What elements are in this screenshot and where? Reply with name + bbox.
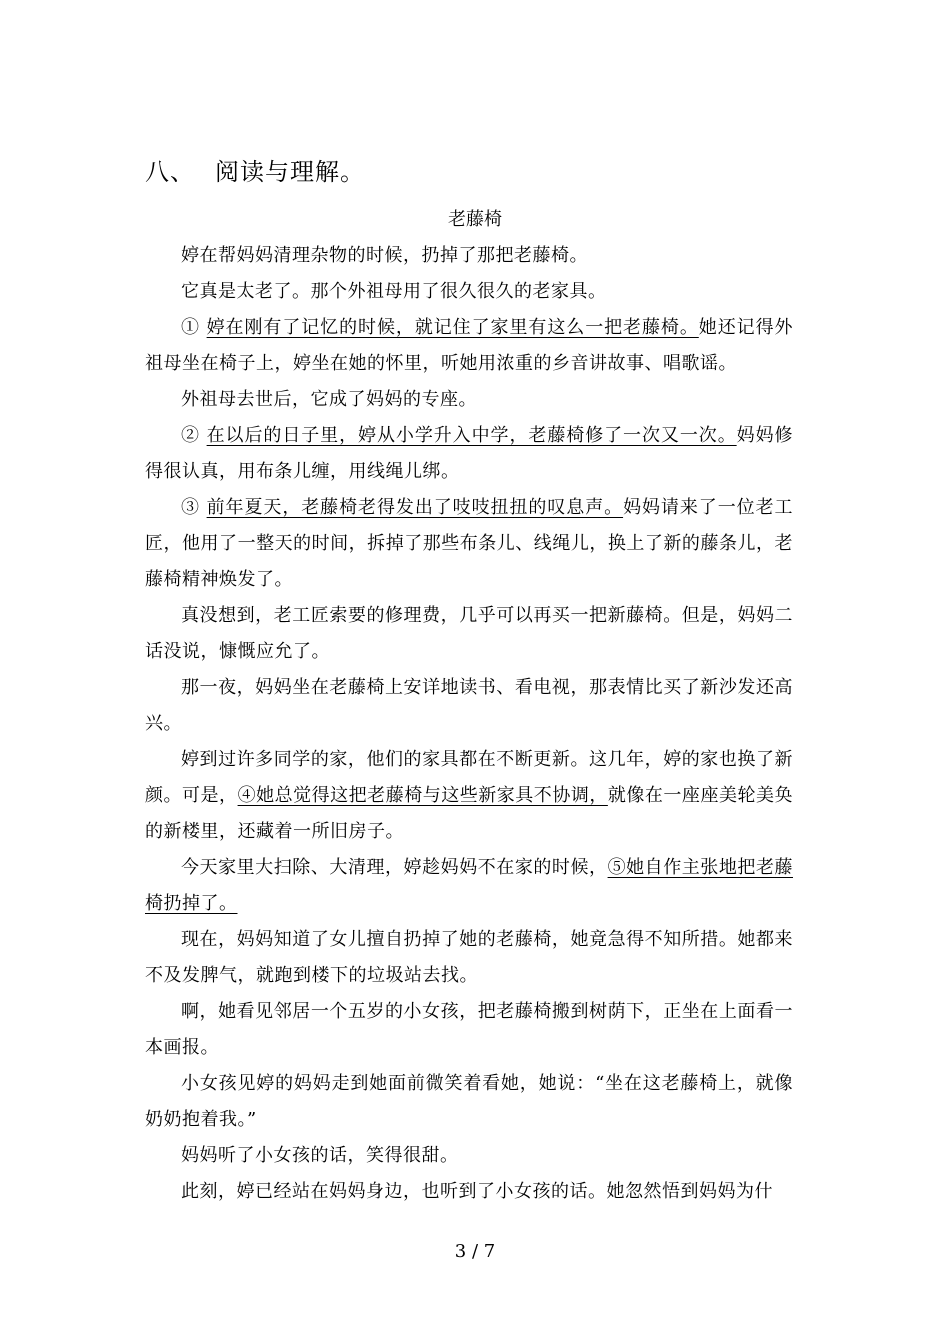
paragraph-text: 啊，她看见邻居一个五岁的小女孩，把老藤椅搬到树荫下，正坐在上面看一本画报。 — [145, 1001, 793, 1058]
story-paragraph — [145, 418, 793, 490]
paragraph-text: ③ — [181, 497, 207, 518]
underlined-sentence: ⑤她自作主张地把老藤椅扔掉了。 — [145, 857, 793, 914]
story-title: 老藤椅 — [448, 209, 502, 230]
section-heading — [145, 154, 365, 190]
story-paragraph — [145, 310, 793, 382]
paragraph-text: 现在，妈妈知道了女儿擅自扔掉了她的老藤椅，她竟急得不知所措。她都来不及发脾气，就跑到楼下的垃圾站去找。 — [145, 929, 793, 986]
underlined-sentence: 前年夏天，老藤椅老得发出了吱吱扭扭的叹息声。 — [206, 497, 624, 518]
story-paragraph — [145, 274, 793, 310]
paragraph-text: 真没想到，老工匠索要的修理费，几乎可以再买一把新藤椅。但是，妈妈二话没说，慷慨应允了。 — [145, 605, 793, 662]
story-paragraph — [145, 1138, 793, 1174]
paragraph-text: 那一夜，妈妈坐在老藤椅上安详地读书、看电视，那表情比买了新沙发还高兴。 — [145, 677, 793, 734]
story-paragraph — [145, 850, 793, 922]
story-paragraph — [145, 1174, 793, 1210]
paragraph-text: 今天家里大扫除、大清理，婷趁妈妈不在家的时候， — [181, 857, 608, 878]
paragraph-text: 妈妈听了小女孩的话，笑得很甜。 — [181, 1145, 459, 1166]
page-number: 3 / 7 — [454, 1241, 496, 1262]
underlined-sentence: 在以后的日子里，婷从小学升入中学，老藤椅修了一次又一次。 — [206, 425, 737, 446]
paragraph-text: 它真是太老了。那个外祖母用了很久很久的老家具。 — [181, 281, 607, 302]
story-paragraph — [145, 238, 793, 274]
story-paragraph — [145, 670, 793, 742]
story-paragraph — [145, 1066, 793, 1138]
story-paragraph — [145, 994, 793, 1066]
story-paragraph — [145, 598, 793, 670]
paragraph-text: 婷在帮妈妈清理杂物的时候，扔掉了那把老藤椅。 — [181, 245, 588, 266]
story-paragraph — [145, 922, 793, 994]
paragraph-text: 小女孩见婷的妈妈走到她面前微笑着看她，她说：“坐在这老藤椅上，就像奶奶抱着我。” — [145, 1073, 793, 1130]
story-paragraph — [145, 490, 793, 598]
story-paragraph — [145, 742, 793, 850]
section-number: 八、 — [145, 158, 195, 186]
underlined-sentence: ④她总觉得这把老藤椅与这些新家具不协调， — [237, 785, 608, 806]
paragraph-text: 就像在一座座美轮美奂的新楼里，还藏着一所旧房子。 — [145, 785, 794, 842]
paragraph-text: 外祖母去世后，它成了妈妈的专座。 — [181, 389, 477, 410]
paragraph-text: 妈妈请来了一位老工匠，他用了一整天的时间，拆掉了那些布条儿、线绳儿，换上了新的藤条儿，老藤椅精神焕发了。 — [145, 497, 794, 590]
story-paragraph — [145, 382, 793, 418]
paragraph-text: ② — [181, 425, 207, 446]
section-title: 阅读与理解。 — [215, 158, 365, 186]
story-body — [145, 238, 793, 1210]
underlined-sentence: 婷在刚有了记忆的时候，就记住了家里有这么一把老藤椅。 — [206, 317, 699, 338]
paragraph-text: ① — [181, 317, 207, 338]
paragraph-text: 婷到过许多同学的家，他们的家具都在不断更新。这几年，婷的家也换了新颜。可是， — [145, 749, 793, 806]
paragraph-text: 妈妈修得很认真，用布条儿缠，用线绳儿绑。 — [145, 425, 794, 482]
paragraph-text: 她还记得外祖母坐在椅子上，婷坐在她的怀里，听她用浓重的乡音讲故事、唱歌谣。 — [145, 317, 794, 374]
paragraph-text: 此刻，婷已经站在妈妈身边，也听到了小女孩的话。她忽然悟到妈妈为什 — [181, 1181, 773, 1202]
